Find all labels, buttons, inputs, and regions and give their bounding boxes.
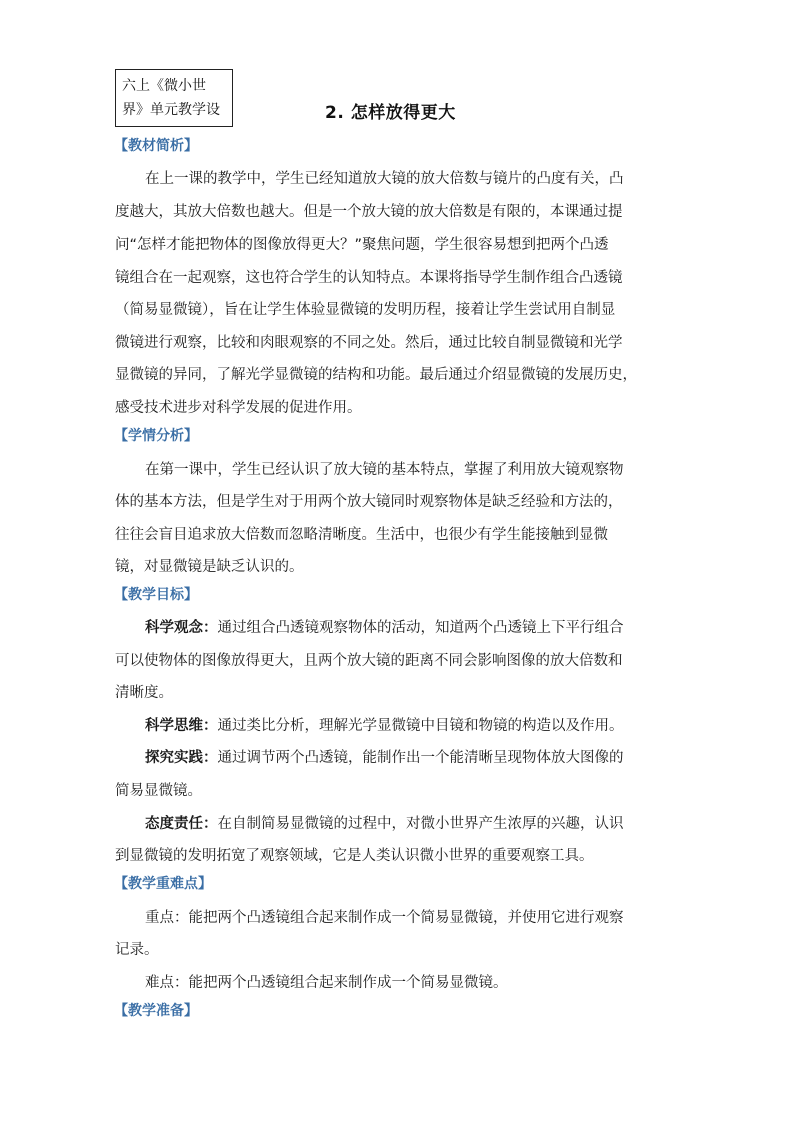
learner-line: 体的基本方法，但是学生对于用两个放大镜同时观察物体是缺乏经验和方法的，	[115, 494, 623, 510]
goal-attitude-label: 态度责任：	[145, 816, 218, 832]
analysis-line: 问“怎样才能把物体的图像放得更大？”聚焦问题，学生很容易想到把两个凸透	[115, 237, 609, 253]
section-heading-keypoints: 【教学重难点】	[114, 876, 212, 892]
goal-thinking-line	[145, 714, 624, 735]
goal-concept-line: 清晰度。	[115, 685, 173, 701]
unit-label-line-2: 界》单元教学设	[122, 102, 220, 118]
goal-practice-line: 简易显微镜。	[115, 783, 202, 799]
goal-concept-line: 可以使物体的图像放得更大，且两个放大镜的距离不同会影响图像的放大倍数和	[115, 653, 623, 669]
learner-line: 往往会盲目追求放大倍数而忽略清晰度。生活中，也很少有学生能接触到显微	[115, 527, 608, 543]
analysis-line: 感受技术进步对科学发展的促进作用。	[115, 400, 362, 416]
analysis-line: 微镜进行观察，比较和肉眼观察的不同之处。然后，通过比较自制显微镜和光学	[115, 335, 623, 351]
goal-thinking-text: 通过类比分析，理解光学显微镜中目镜和物镜的构造以及作用。	[217, 718, 624, 734]
goal-attitude-text: 在自制简易显微镜的过程中，对微小世界产生浓厚的兴趣，认识	[217, 816, 624, 832]
goal-thinking-label: 科学思维：	[145, 718, 218, 734]
analysis-line: 度越大，其放大倍数也越大。但是一个放大镜的放大倍数是有限的，本课通过提	[115, 204, 623, 220]
goal-concept-line	[145, 616, 624, 637]
goal-concept-text: 通过组合凸透镜观察物体的活动，知道两个凸透镜上下平行组合	[217, 620, 624, 636]
analysis-line: 镜组合在一起观察，这也符合学生的认知特点。本课将指导学生制作组合凸透镜	[115, 270, 623, 286]
difficulty-line: 难点：能把两个凸透镜组合起来制作成一个简易显微镜。	[145, 975, 508, 991]
goal-attitude-line	[145, 812, 624, 833]
goal-practice-label: 探究实践：	[145, 750, 218, 766]
unit-label-line-1: 六上《微小世	[122, 78, 206, 94]
section-heading-prep: 【教学准备】	[114, 1003, 198, 1019]
goal-practice-line	[145, 746, 624, 767]
goal-practice-text: 通过调节两个凸透镜，能制作出一个能清晰呈现物体放大图像的	[217, 750, 624, 766]
learner-line: 镜，对显微镜是缺乏认识的。	[115, 559, 304, 575]
goal-attitude-line: 到显微镜的发明拓宽了观察领域，它是人类认识微小世界的重要观察工具。	[115, 848, 594, 864]
key-point-line: 重点：能把两个凸透镜组合起来制作成一个简易显微镜，并使用它进行观察	[145, 910, 624, 926]
learner-line: 在第一课中，学生已经认识了放大镜的基本特点，掌握了利用放大镜观察物	[145, 462, 624, 478]
analysis-line: 显微镜的异同，了解光学显微镜的结构和功能。最后通过介绍显微镜的发展历史，	[115, 367, 637, 383]
analysis-line: （简易显微镜），旨在让学生体验显微镜的发明历程，接着让学生尝试用自制显	[115, 302, 616, 318]
lesson-title: 2. 怎样放得更大	[325, 103, 456, 123]
section-heading-analysis: 【教材简析】	[114, 138, 198, 154]
section-heading-learner: 【学情分析】	[114, 428, 198, 444]
analysis-line: 在上一课的教学中，学生已经知道放大镜的放大倍数与镜片的凸度有关，凸	[145, 171, 624, 187]
unit-label-box	[115, 69, 233, 127]
goal-concept-label: 科学观念：	[145, 620, 218, 636]
key-point-line: 记录。	[115, 942, 159, 958]
section-heading-goals: 【教学目标】	[114, 587, 198, 603]
